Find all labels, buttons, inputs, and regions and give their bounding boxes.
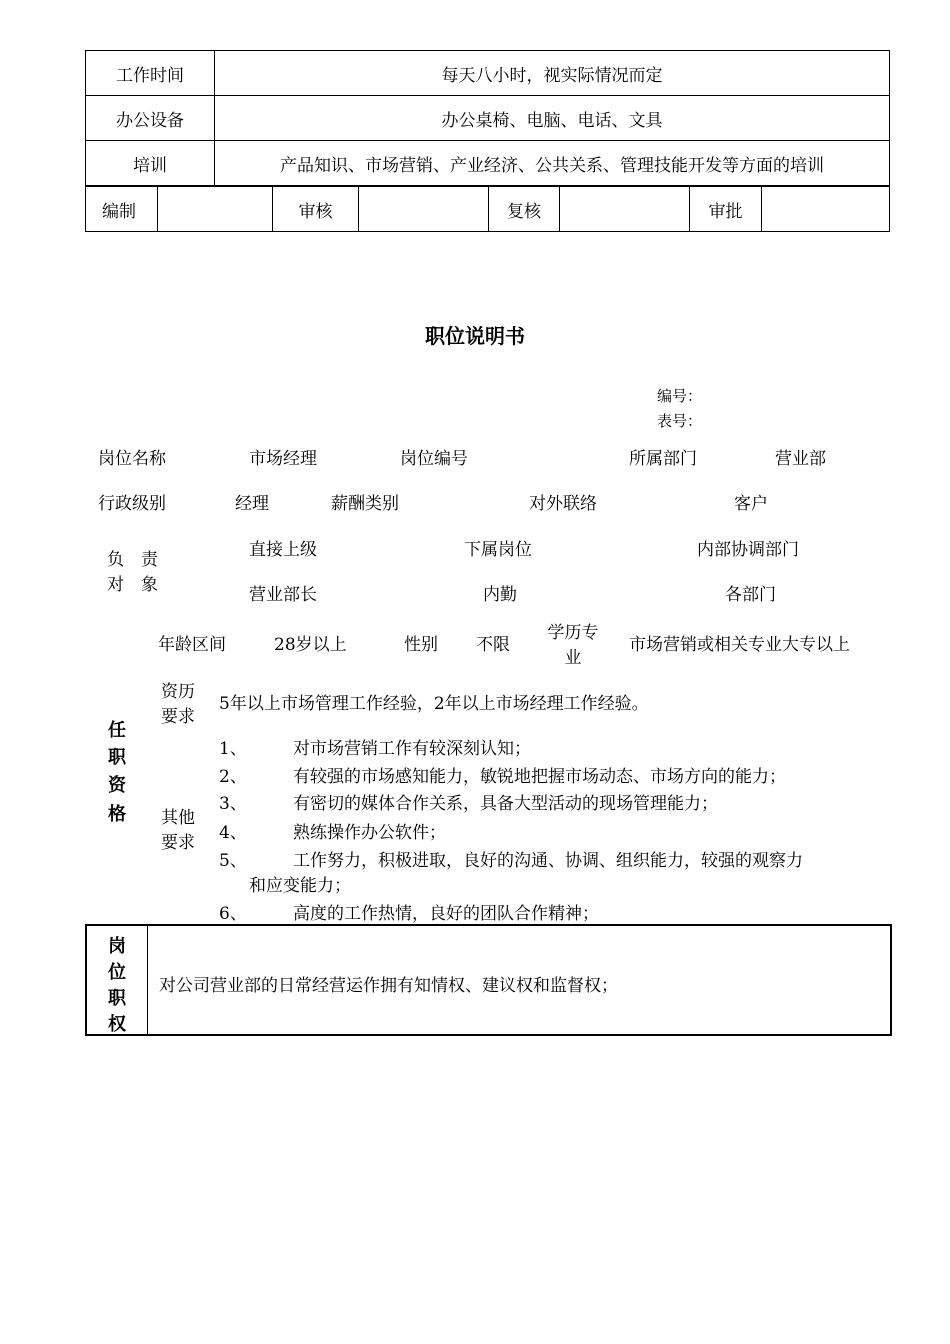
training-value: 产品知识、市场营销、产业经济、公共关系、管理技能开发等方面的培训 (215, 141, 890, 186)
form-number-label: 表号： (657, 412, 703, 430)
other-item-continuation: 和应变能力； (249, 876, 351, 896)
other-item-text: 高度的工作热情，良好的团队合作精神； (293, 904, 599, 924)
qualification-title-char: 任 (108, 720, 126, 741)
other-item-number: 2、 (219, 767, 247, 787)
table-row (86, 51, 890, 96)
compile-label: 编制 (86, 187, 158, 232)
external-value: 客户 (734, 494, 768, 514)
superior-value: 营业部长 (249, 585, 317, 605)
work-time-value: 每天八小时，视实际情况而定 (215, 51, 890, 96)
other-item-text: 熟练操作办公软件； (293, 823, 446, 843)
authority-title-char: 位 (108, 962, 126, 983)
internal-value: 各部门 (725, 585, 776, 605)
salary-label: 薪酬类别 (331, 494, 399, 514)
qualification-title-char: 职 (108, 747, 126, 768)
authority-title-char: 岗 (108, 936, 126, 957)
level-value: 经理 (235, 494, 269, 514)
authority-title-char: 职 (108, 988, 126, 1009)
other-item-text: 有较强的市场感知能力，敏锐地把握市场动态、市场方向的能力； (293, 767, 786, 787)
training-label: 培训 (86, 141, 215, 186)
other-item-number: 4、 (219, 823, 247, 843)
level-label: 行政级别 (98, 494, 166, 514)
other-label-line2: 要求 (161, 833, 195, 853)
other-item-number: 1、 (219, 739, 247, 759)
responsibility-label-line1: 负 责 (107, 550, 158, 570)
equipment-value: 办公桌椅、电脑、电话、文具 (215, 96, 890, 141)
other-item-number: 3、 (219, 794, 247, 814)
table-row (86, 187, 890, 232)
age-label: 年龄区间 (158, 635, 226, 655)
other-item-text: 对市场营销工作有较深刻认知； (293, 739, 531, 759)
post-name-label: 岗位名称 (98, 449, 166, 469)
post-authority-title (87, 926, 148, 1034)
work-time-label: 工作时间 (86, 51, 215, 96)
other-item-text: 有密切的媒体合作关系，具备大型活动的现场管理能力； (293, 794, 718, 814)
post-authority-text: 对公司营业部的日常经营运作拥有知情权、建议权和监督权； (159, 976, 618, 996)
page-title: 职位说明书 (425, 324, 525, 348)
other-item-number: 6、 (219, 904, 247, 924)
experience-label-line1: 资历 (161, 682, 195, 702)
dept-value: 营业部 (775, 449, 826, 469)
table-row (86, 141, 890, 186)
recheck-label: 复核 (489, 187, 560, 232)
responsibility-label-line2: 对 象 (107, 575, 158, 595)
other-label-line1: 其他 (161, 808, 195, 828)
experience-value: 5年以上市场管理工作经验，2年以上市场经理工作经验。 (219, 694, 649, 714)
review-label: 审核 (273, 187, 359, 232)
qualification-title-char: 资 (108, 775, 126, 796)
external-label: 对外联络 (529, 494, 597, 514)
table-row (86, 96, 890, 141)
age-value: 28岁以上 (274, 635, 347, 655)
post-name-value: 市场经理 (249, 449, 317, 469)
number-label: 编号： (657, 387, 703, 405)
internal-label: 内部协调部门 (697, 540, 799, 560)
other-item-text: 工作努力，积极进取，良好的沟通、协调、组织能力，较强的观察力 (293, 851, 803, 871)
equipment-label: 办公设备 (86, 96, 215, 141)
edu-value: 市场营销或相关专业大专以上 (629, 635, 850, 655)
recheck-field[interactable] (560, 187, 690, 232)
post-authority-box (85, 924, 892, 1036)
superior-label: 直接上级 (249, 540, 317, 560)
authority-title-char: 权 (108, 1014, 126, 1035)
other-item-number: 5、 (219, 851, 247, 871)
qualification-title-char: 格 (108, 804, 126, 825)
subordinate-value: 内勤 (483, 585, 517, 605)
dept-label: 所属部门 (629, 449, 697, 469)
approve-field[interactable] (762, 187, 890, 232)
edu-label-line2: 业 (564, 648, 582, 668)
compile-field[interactable] (158, 187, 273, 232)
sign-off-table (85, 186, 890, 232)
work-conditions-table (85, 50, 890, 186)
experience-label-line2: 要求 (161, 707, 195, 727)
gender-label: 性别 (404, 635, 438, 655)
subordinate-label: 下属岗位 (464, 540, 532, 560)
review-field[interactable] (359, 187, 489, 232)
post-code-label: 岗位编号 (400, 449, 468, 469)
edu-label-line1: 学历专 (547, 623, 599, 643)
approve-label: 审批 (690, 187, 762, 232)
gender-value: 不限 (476, 635, 510, 655)
